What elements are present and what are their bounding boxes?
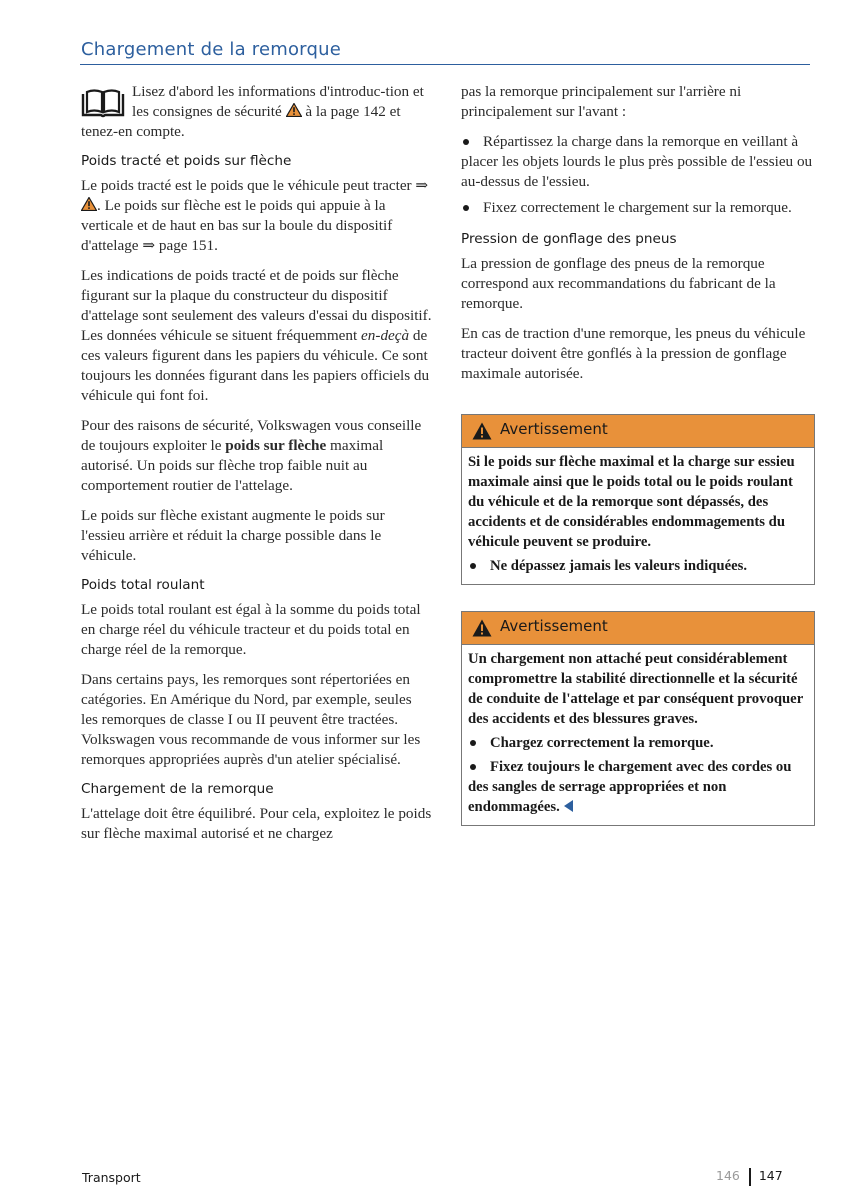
warning-title: Avertissement	[500, 420, 608, 438]
warning-box	[461, 611, 815, 826]
warning-triangle-icon	[472, 619, 492, 637]
paragraph: pas la remorque principalement sur l'arrière ni principalement sur l'avant :	[461, 83, 742, 120]
paragraph: La pression de gonflage des pneus de la remorque correspond aux recommandations du fabricant de la remorque.	[461, 255, 776, 312]
page-number-left: 146	[716, 1168, 740, 1183]
list-item: Répartissez la charge dans la remorque en veillant à placer les objets lourds le plus près possible de l'essieu ou au-dessus de l'essieu.	[461, 133, 813, 190]
left-column	[81, 82, 432, 854]
warning-body	[462, 645, 814, 825]
paragraph: Le poids total roulant est égal à la somme du poids total en charge réel du véhicule tracteur et du poids total en charge réel de la remorque.	[81, 601, 421, 658]
heading-pression: Pression de gonflage des pneus	[461, 231, 677, 247]
intro-paragraph: Lisez d'abord les informations d'introduc-tion et les consignes de sécurité à la page 142 et tenez-en compte.	[81, 83, 424, 140]
warning-header	[462, 612, 814, 645]
paragraph: Le poids tracté est le poids que le véhicule peut tracter ⇒ . Le poids sur flèche est le poids qui appuie à la verticale et de haut en bas sur la boule du dispositif d'attelage ⇒ page 151.	[81, 177, 429, 254]
warning-body	[462, 448, 814, 584]
bullet-icon	[470, 764, 476, 770]
paragraph: Pour des raisons de sécurité, Volkswagen vous conseille de toujours exploiter le poids sur flèche maximal autorisé. Un poids sur flèche trop faible nuit au comportement routier de l'attelage.	[81, 417, 422, 494]
paragraph: Le poids sur flèche existant augmente le poids sur l'essieu arrière et réduit la charge possible dans le véhicule.	[81, 507, 385, 564]
bullet-icon	[463, 205, 469, 211]
heading-poids: Poids tracté et poids sur flèche	[81, 153, 292, 169]
end-of-section-icon	[564, 800, 573, 812]
warning-box	[461, 414, 815, 585]
paragraph: En cas de traction d'une remorque, les pneus du véhicule tracteur doivent être gonflés à la pression de gonflage maximale autorisée.	[461, 325, 806, 382]
warning-text: Un chargement non attaché peut considérablement compromettre la stabilité directionnelle et la sécurité de conduite de l'attelage et par conséquent provoquer des accidents et des blessures graves.	[468, 651, 803, 727]
paragraph: L'attelage doit être équilibré. Pour cela, exploitez le poids sur flèche maximal autorisé et ne chargez	[81, 805, 432, 842]
page-title: Chargement de la remorque	[81, 39, 341, 60]
warning-triangle-icon	[81, 197, 97, 211]
bullet-icon	[470, 563, 476, 569]
warning-text: Si le poids sur flèche maximal et la charge sur essieu maximale ainsi que le poids total ou le poids roulant du véhicule et de la remorque sont dépassés, des accidents et de considérables endommagements du véhicule peuvent se produire.	[468, 454, 795, 550]
list-item: Fixez toujours le chargement avec des cordes ou des sangles de serrage appropriées et non endommagées.	[468, 759, 792, 815]
page-number-right: 147	[758, 1168, 783, 1183]
bullet-icon	[470, 740, 476, 746]
list-item: Fixez correctement le chargement sur la remorque.	[461, 198, 813, 218]
warning-triangle-icon	[286, 103, 302, 117]
list-item: Ne dépassez jamais les valeurs indiquées.	[468, 556, 808, 576]
page-header	[80, 36, 810, 65]
warning-title: Avertissement	[500, 617, 608, 635]
page-divider	[749, 1168, 751, 1186]
heading-total: Poids total roulant	[81, 577, 205, 593]
footer-section: Transport	[82, 1170, 141, 1185]
bullet-icon	[463, 139, 469, 145]
heading-chargement: Chargement de la remorque	[81, 781, 274, 797]
warning-triangle-icon	[472, 422, 492, 440]
paragraph: Dans certains pays, les remorques sont répertoriées en catégories. En Amérique du Nord, par exemple, seules les remorques de classe I ou II peuvent être tractées. Volkswagen vous recommande de vous informer sur les remorques appropriées auprès d'un atelier spécialisé.	[81, 671, 421, 768]
page-numbers	[716, 1168, 783, 1186]
right-column	[461, 82, 813, 394]
paragraph: Les indications de poids tracté et de poids sur flèche figurant sur la plaque du constructeur du dispositif d'attelage sont seulement des valeurs d'essai du dispositif. Les données véhicule se situent fréquemment en-deçà de ces valeurs figurent dans les papiers du véhicule. Ce sont toujours les données figurant dans les papiers officiels du véhicule qui font foi.	[81, 267, 432, 404]
book-icon	[80, 86, 126, 118]
warning-header	[462, 415, 814, 448]
list-item: Chargez correctement la remorque.	[468, 733, 808, 753]
